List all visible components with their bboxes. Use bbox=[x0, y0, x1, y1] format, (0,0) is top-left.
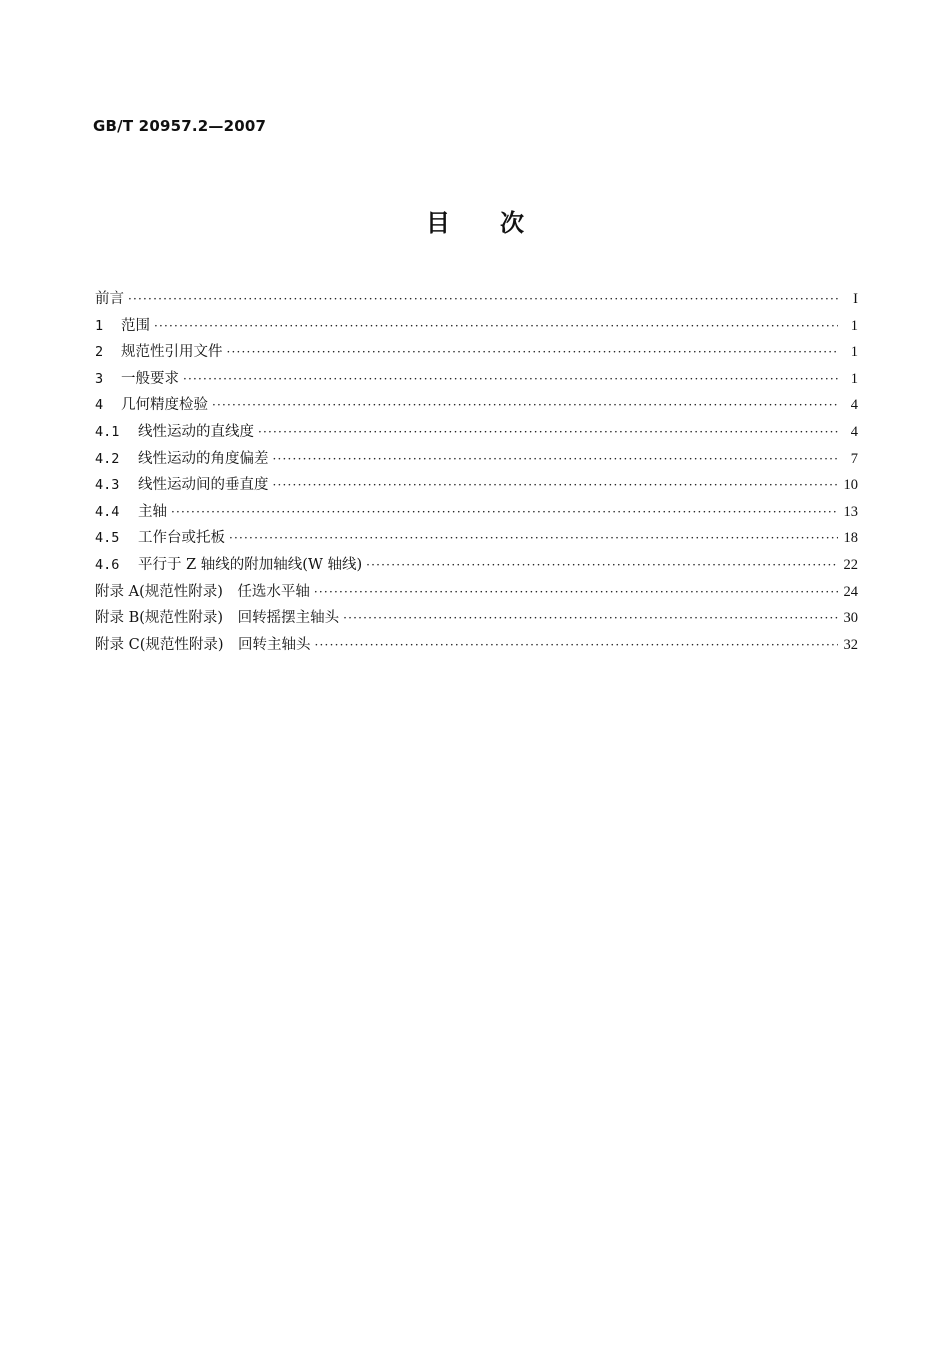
toc-title-part2: 次 bbox=[500, 209, 524, 237]
toc-entry-number: 4.6 bbox=[95, 556, 120, 573]
toc-entry-4-6[interactable] bbox=[95, 552, 858, 579]
toc-entry-page: 22 bbox=[843, 556, 858, 573]
toc-leader-dots bbox=[343, 605, 837, 632]
toc-leader-dots bbox=[154, 313, 838, 340]
toc-entry-page: 13 bbox=[843, 503, 858, 520]
toc-leader-dots bbox=[273, 446, 839, 473]
toc-entry-page: 1 bbox=[850, 317, 858, 334]
table-of-contents bbox=[95, 286, 858, 658]
toc-leader-dots bbox=[258, 419, 838, 446]
toc-entry-4[interactable] bbox=[95, 392, 858, 419]
toc-title bbox=[0, 203, 950, 238]
toc-title-part1: 目 bbox=[426, 209, 450, 237]
toc-entry-page: 24 bbox=[843, 583, 858, 600]
toc-entry-number: 4.2 bbox=[95, 450, 120, 467]
toc-leader-dots bbox=[273, 472, 838, 499]
toc-leader-dots bbox=[171, 499, 838, 526]
toc-entry-number: 4.4 bbox=[95, 503, 120, 520]
toc-entry-label: 前言 bbox=[95, 291, 124, 307]
toc-entry-annex-a[interactable] bbox=[95, 579, 858, 606]
toc-entry-label: 附录 B(规范性附录) 回转摇摆主轴头 bbox=[95, 610, 340, 627]
toc-entry-page: I bbox=[853, 291, 858, 307]
standard-code: GB/T 20957.2—2007 bbox=[93, 117, 267, 135]
toc-entry-number: 4.3 bbox=[95, 477, 120, 494]
toc-leader-dots bbox=[212, 392, 838, 419]
toc-entry-number: 4.5 bbox=[95, 530, 120, 547]
toc-leader-dots bbox=[314, 579, 838, 606]
toc-entry-label: 平行于 Z 轴线的附加轴线(W 轴线) bbox=[138, 556, 363, 573]
toc-leader-dots bbox=[229, 525, 838, 552]
toc-entry-4-3[interactable] bbox=[95, 472, 858, 499]
toc-entry-page: 7 bbox=[850, 450, 858, 467]
toc-entry-number: 3 bbox=[95, 370, 104, 387]
toc-entry-label: 范围 bbox=[121, 317, 150, 334]
toc-entry-label: 线性运动间的垂直度 bbox=[138, 477, 269, 494]
toc-leader-dots bbox=[315, 632, 838, 659]
toc-entry-page: 1 bbox=[850, 344, 858, 361]
toc-entry-number: 1 bbox=[95, 317, 104, 334]
toc-entry-page: 10 bbox=[843, 477, 858, 494]
toc-entry-4-2[interactable] bbox=[95, 446, 858, 473]
toc-leader-dots bbox=[227, 339, 839, 366]
toc-entry-number: 4.1 bbox=[95, 423, 120, 440]
toc-entry-4-4[interactable] bbox=[95, 499, 858, 526]
toc-leader-dots bbox=[128, 286, 838, 313]
toc-entry-2[interactable] bbox=[95, 339, 858, 366]
toc-entry-label: 工作台或托板 bbox=[138, 530, 225, 547]
toc-entry-1[interactable] bbox=[95, 313, 858, 340]
toc-entry-page: 32 bbox=[843, 636, 858, 653]
toc-leader-dots bbox=[366, 552, 837, 579]
toc-entry-foreword[interactable] bbox=[95, 286, 858, 313]
toc-leader-dots bbox=[183, 366, 838, 393]
toc-entry-3[interactable] bbox=[95, 366, 858, 393]
toc-entry-page: 18 bbox=[843, 530, 858, 547]
toc-entry-page: 30 bbox=[843, 610, 858, 627]
toc-entry-annex-b[interactable] bbox=[95, 605, 858, 632]
toc-entry-label: 主轴 bbox=[138, 503, 167, 520]
toc-entry-label: 几何精度检验 bbox=[121, 397, 208, 414]
toc-entry-number: 4 bbox=[95, 397, 104, 414]
toc-entry-number: 2 bbox=[95, 344, 104, 361]
toc-entry-label: 线性运动的直线度 bbox=[138, 423, 254, 440]
toc-entry-label: 线性运动的角度偏差 bbox=[138, 450, 269, 467]
toc-entry-label: 一般要求 bbox=[121, 370, 179, 387]
toc-entry-page: 1 bbox=[850, 370, 858, 387]
toc-entry-label: 规范性引用文件 bbox=[121, 344, 223, 361]
toc-entry-page: 4 bbox=[850, 397, 858, 414]
toc-entry-label: 附录 C(规范性附录) 回转主轴头 bbox=[95, 636, 311, 653]
toc-entry-annex-c[interactable] bbox=[95, 632, 858, 659]
toc-entry-4-1[interactable] bbox=[95, 419, 858, 446]
toc-entry-4-5[interactable] bbox=[95, 525, 858, 552]
toc-entry-page: 4 bbox=[850, 423, 858, 440]
toc-entry-label: 附录 A(规范性附录) 任选水平轴 bbox=[95, 583, 310, 600]
